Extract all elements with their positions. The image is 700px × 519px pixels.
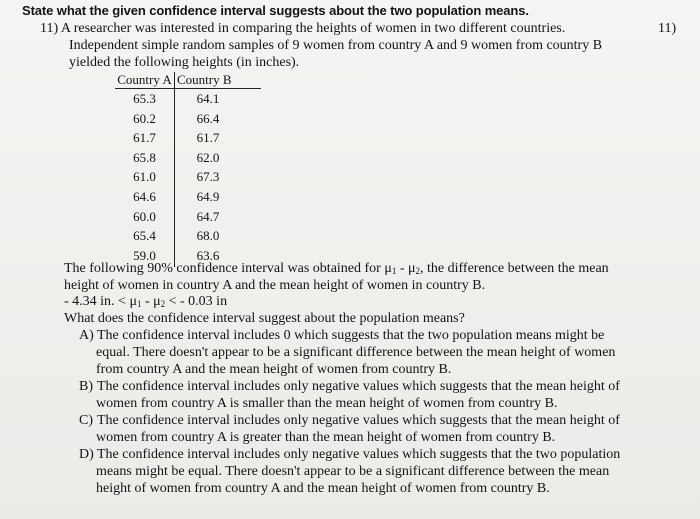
header-country-b: Country B: [177, 72, 232, 87]
cell-country-a: 59.0: [133, 247, 156, 263]
cell-country-b: 64.9: [196, 188, 220, 204]
option-d-line-1: The confidence interval includes only negative values which suggests that the two population: [97, 447, 621, 462]
interval-text-pre: The following 90% confidence interval was obtained for μ: [64, 261, 392, 276]
option-b-line-1: The confidence interval includes only negative values which suggests that the mean height of: [97, 379, 620, 394]
option-c-label[interactable]: C): [79, 413, 93, 428]
option-c-line-1: The confidence interval includes only negative values which suggests that the mean height of: [97, 413, 620, 428]
cell-country-a: 61.0: [133, 169, 156, 185]
interval-line-2: height of women in country A and the mean height of women in country B.: [64, 278, 486, 293]
option-a-line-3: from country A and the mean height of women from country B.: [96, 362, 452, 377]
option-d-line-2: means might be equal. There doesn't appear to be a significant difference between the mean: [96, 464, 610, 479]
table-row: [115, 187, 261, 207]
table-row: [115, 148, 261, 168]
cell-country-b: 64.7: [196, 208, 220, 224]
ci-mid: - μ: [141, 294, 161, 309]
option-b-label[interactable]: B): [79, 379, 93, 394]
question-line-1: [40, 20, 565, 37]
table-row: [115, 109, 261, 129]
mu1-subscript: 1: [391, 266, 397, 276]
question-line-2: Independent simple random samples of 9 women from country A and 9 women from country B: [69, 38, 603, 53]
table-row: [115, 167, 261, 187]
ci-sub2: 2: [160, 299, 166, 309]
cell-country-b: 66.4: [196, 110, 220, 126]
option-a-line-1: The confidence interval includes 0 which suggests that the two population means might be: [97, 328, 605, 343]
option-c-line-2: women from country A is greater than the mean height of women from country B.: [96, 430, 556, 445]
ci-pre: - 4.34 in. < μ: [64, 294, 137, 309]
option-b-line-2: women from country A is smaller than the mean height of women from country B.: [96, 396, 558, 411]
prompt-question: What does the confidence interval suggest about the population means?: [64, 311, 465, 326]
cell-country-a: 65.4: [133, 228, 156, 244]
header-country-a: Country A: [117, 72, 172, 87]
table-row: [115, 226, 261, 246]
table-body: [115, 89, 261, 265]
option-d-label[interactable]: D): [79, 447, 94, 462]
table-row: [115, 207, 261, 227]
heights-table: [115, 72, 261, 265]
option-a-line-2: equal. There doesn't appear to be a significant difference between the mean height of women: [96, 345, 616, 360]
table-row: [115, 89, 261, 109]
question-line-3: yielded the following heights (in inches).: [69, 55, 300, 70]
cell-country-b: 63.6: [196, 247, 220, 263]
cell-country-a: 61.7: [133, 130, 156, 146]
cell-country-b: 68.0: [196, 228, 220, 244]
question-text-1: A researcher was interested in comparing the heights of women in two different countries.: [60, 21, 566, 36]
cell-country-b: 67.3: [196, 169, 220, 185]
ci-post: < - 0.03 in: [165, 294, 228, 309]
table-divider: [174, 72, 175, 267]
mu2-subscript: 2: [415, 266, 421, 276]
cell-country-a: 65.8: [133, 149, 156, 165]
cell-country-b: 64.1: [196, 91, 220, 106]
cell-country-a: 65.3: [133, 91, 156, 106]
section-heading: State what the given confidence interval suggests about the two population means.: [22, 3, 529, 18]
answer-number-right: 11): [658, 21, 677, 36]
cell-country-a: 64.6: [133, 188, 156, 204]
cell-country-a: 60.0: [133, 208, 156, 224]
question-number: 11): [40, 21, 59, 36]
ci-sub1: 1: [136, 299, 142, 309]
table-header: [115, 72, 261, 89]
interval-text-post: , the difference between the mean: [420, 261, 609, 276]
table-row: [115, 128, 261, 148]
option-a-label[interactable]: A): [79, 328, 94, 343]
interval-minus: - μ: [396, 261, 416, 276]
option-d-line-3: height of women from country A and the mean height of women from country B.: [96, 481, 550, 496]
cell-country-b: 62.0: [196, 149, 220, 165]
cell-country-b: 61.7: [196, 130, 220, 146]
cell-country-a: 60.2: [133, 110, 156, 126]
